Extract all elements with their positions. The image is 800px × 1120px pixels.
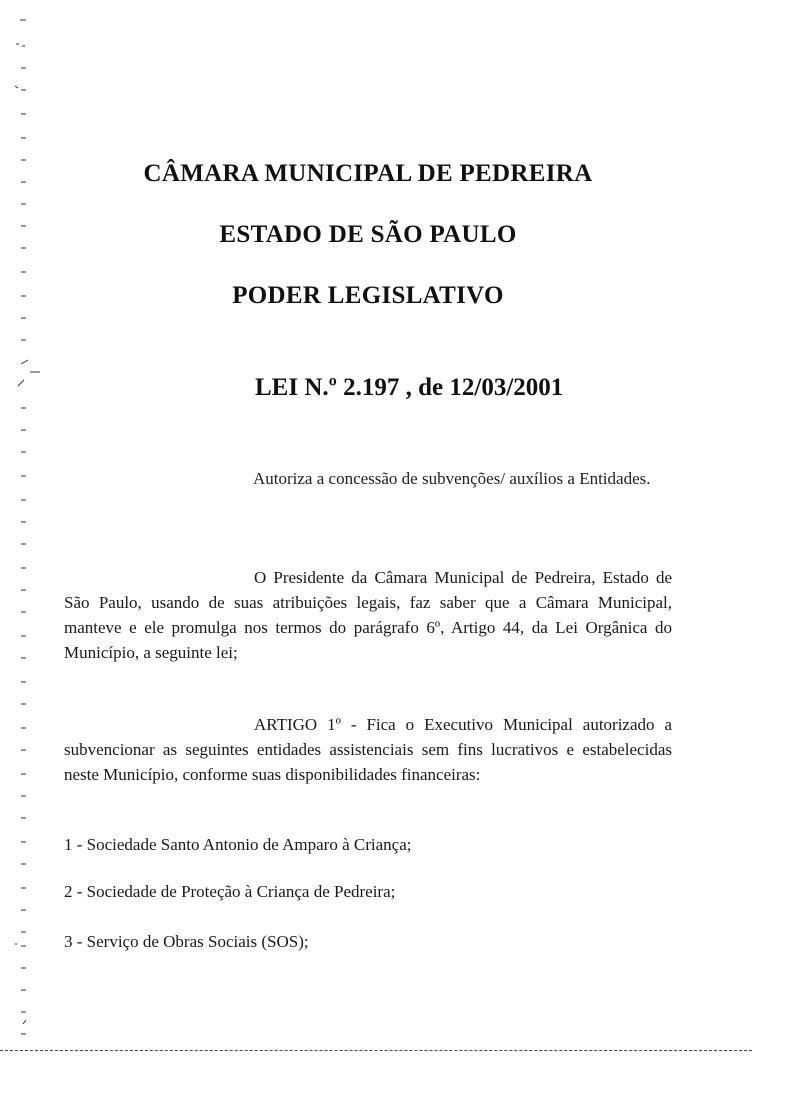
article-1-text: ARTIGO 1º - Fica o Executivo Municipal autorizado a subvencionar as seguintes entidades assistenciais sem fins lucrativos e estabelecidas neste Município, conforme suas disponibilidades financeiras: (64, 715, 672, 784)
law-summary: Autoriza a concessão de subvenções/ auxílios a Entidades. (253, 469, 651, 488)
preamble-paragraph (64, 565, 672, 665)
chamber-name-heading: CÂMARA MUNICIPAL DE PEDREIRA (143, 160, 593, 187)
preamble-text: O Presidente da Câmara Municipal de Pedreira, Estado de São Paulo, usando de suas atribuições legais, faz saber que a Câmara Municipal, manteve e ele promulga nos termos do parágrafo 6º, Artigo 44, da Lei Orgânica do Município, a seguinte lei; (64, 568, 672, 662)
entity-list-item: 2 - Sociedade de Proteção à Criança de Pedreira; (64, 882, 396, 901)
branch-heading: PODER LEGISLATIVO (232, 282, 504, 309)
page-bottom-rule (0, 1050, 752, 1051)
article-1-paragraph (64, 712, 672, 787)
law-title: LEI N.º 2.197 , de 12/03/2001 (255, 374, 564, 401)
entity-list-item: 1 - Sociedade Santo Antonio de Amparo à Criança; (64, 835, 412, 854)
state-heading: ESTADO DE SÃO PAULO (219, 221, 517, 248)
entity-list-item: 3 - Serviço de Obras Sociais (SOS); (64, 932, 309, 951)
